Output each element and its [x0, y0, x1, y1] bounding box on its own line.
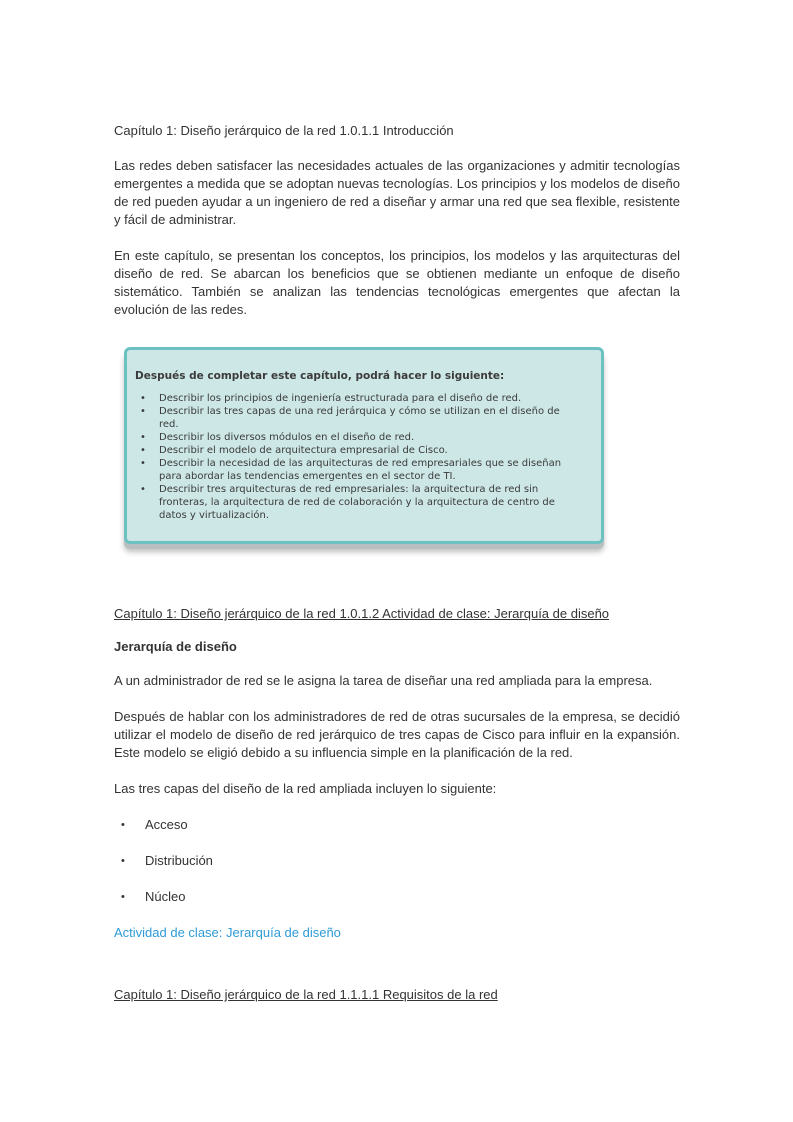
objectives-box [124, 347, 604, 544]
bullet-icon: • [140, 458, 146, 469]
objective-text: Describir tres arquitecturas de red empresariales: la arquitectura de red sin fronteras, la arquitectura de red de colaboración y la arquitectura de centro de datos y virtualización. [159, 484, 555, 521]
bullet-icon: • [140, 432, 146, 443]
objective-item [135, 431, 577, 444]
intro-paragraph-1: Las redes deben satisfacer las necesidades actuales de las organizaciones y admitir tecnologías emergentes a medida que se adoptan nuevas tecnologías. Los principios y los modelos de diseño de red pueden ayudar a un ingeniero de red a diseñar y armar una red que sea flexible, resistente y fácil de administrar. [114, 158, 680, 227]
objective-text: Describir la necesidad de las arquitecturas de red empresariales que se diseñan para abordar las tendencias emergentes en el sector de TI. [159, 458, 562, 482]
layers-list [114, 816, 680, 906]
objective-text: Describir los principios de ingeniería estructurada para el diseño de red. [159, 393, 522, 404]
objective-item [135, 392, 577, 405]
section-heading-requirements: Capítulo 1: Diseño jerárquico de la red 1.1.1.1 Requisitos de la red [114, 987, 498, 1002]
objective-text: Describir los diversos módulos en el diseño de red. [159, 432, 415, 443]
objective-item [135, 444, 577, 457]
section-heading-activity: Capítulo 1: Diseño jerárquico de la red 1.0.1.2 Actividad de clase: Jerarquía de diseño [114, 606, 610, 621]
bullet-icon: • [140, 484, 146, 495]
activity-paragraph-2: Después de hablar con los administradores de red de otras sucursales de la empresa, se decidió utilizar el modelo de diseño de red jerárquico de tres capas de Cisco para influir en la expansión. Este modelo se eligió debido a su influencia simple en la planificación de la red. [114, 709, 680, 760]
objectives-list [135, 392, 577, 522]
objectives-figure [120, 347, 612, 561]
list-item-acceso [114, 816, 680, 834]
layer-label: Distribución [145, 853, 213, 868]
bullet-icon: • [140, 393, 146, 404]
bullet-icon: • [140, 445, 146, 456]
layer-label: Acceso [145, 817, 188, 832]
objective-text: Describir el modelo de arquitectura empresarial de Cisco. [159, 445, 448, 456]
objective-item [135, 457, 577, 483]
objective-item [135, 405, 577, 431]
activity-paragraph-3: Las tres capas del diseño de la red ampliada incluyen lo siguiente: [114, 781, 497, 796]
layer-label: Núcleo [145, 889, 186, 904]
intro-paragraph-2: En este capítulo, se presentan los conceptos, los principios, los modelos y las arquitecturas del diseño de red. Se abarcan los beneficios que se obtienen mediante un enfoque de diseño sistemático. También se analizan las tendencias tecnológicas emergentes que afectan la evolución de las redes. [114, 248, 680, 317]
section-heading-intro: Capítulo 1: Diseño jerárquico de la red 1.0.1.1 Introducción [114, 123, 454, 138]
activity-paragraph-1: A un administrador de red se le asigna la tarea de diseñar una red ampliada para la empresa. [114, 673, 653, 688]
bullet-icon: • [121, 891, 125, 903]
bullet-icon: • [121, 819, 125, 831]
objective-item [135, 483, 577, 522]
list-item-nucleo [114, 888, 680, 906]
activity-title: Jerarquía de diseño [114, 639, 237, 654]
objective-text: Describir las tres capas de una red jerárquica y cómo se utilizan en el diseño de red. [159, 406, 560, 430]
document-page [114, 122, 680, 1004]
list-item-distribucion [114, 852, 680, 870]
bullet-icon: • [121, 855, 125, 867]
bullet-icon: • [140, 406, 146, 417]
activity-link[interactable]: Actividad de clase: Jerarquía de diseño [114, 925, 341, 940]
objectives-title: Después de completar este capítulo, podrá hacer lo siguiente: [135, 370, 505, 382]
